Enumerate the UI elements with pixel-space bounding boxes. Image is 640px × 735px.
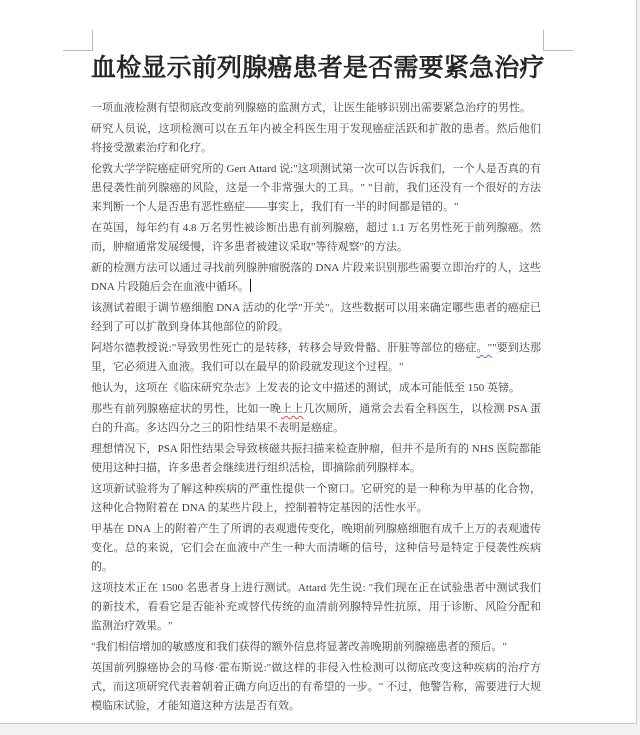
paragraph[interactable] [91, 480, 541, 518]
text-run: 该测试着眼于调节癌细胞 DNA 活动的化学"开关"。这些数据可以用来确定哪些患者的癌症已经到了可以扩散到身体其他部位的阶段。 [91, 302, 541, 333]
text-run: 那些有前列腺癌症状的男性，比如一晚 [91, 403, 282, 415]
paragraph[interactable] [91, 160, 541, 217]
grammar-squiggle: 。" [476, 342, 493, 354]
text-cursor [250, 279, 251, 292]
paragraph[interactable] [91, 659, 541, 716]
paragraph[interactable] [91, 120, 541, 158]
text-run: 理想情况下，PSA 阳性结果会导致核磁共振扫描来检查肿瘤，但并不是所有的 NHS 医院都能使用这种扫描，许多患者会继续进行组织活检，即摘除前列腺样本。 [91, 443, 541, 474]
text-run: "要到达那里，它必须进入血液。我们可以在最早的阶段就发现这个过程。" [91, 342, 541, 373]
text-run: 一项血液检测有望彻底改变前列腺癌的监测方式，让医生能够识别出需要紧急治疗的男性。 [91, 102, 531, 114]
margin-mark-top-right [543, 30, 573, 51]
document-title[interactable]: 血检显示前列腺癌患者是否需要紧急治疗 [91, 55, 545, 82]
text-run: 在英国，每年约有 4.8 万名男性被诊断出患有前列腺癌，超过 1.1 万名男性死于前列腺癌。然而，肿瘤通常发展缓慢，许多患者被建议采取"等待观察"的方法。 [91, 222, 541, 253]
text-run: "我们相信增加的敏感度和我们获得的额外信息将显著改善晚期前列腺癌患者的预后。" [91, 641, 507, 653]
paragraph[interactable] [91, 638, 541, 657]
paragraph[interactable] [91, 339, 541, 377]
paragraph[interactable] [91, 379, 541, 398]
text-run: 伦敦大学学院癌症研究所的 Gert Attard 说:"这项测试第一次可以告诉我们，一个人是否真的有患侵袭性前列腺癌的风险，这是一个非常强大的工具。" "目前，我们还没有一个很好的方法来判断一个人是否患有恶性癌症——事实上，我们有一半的时间都是错的。" [91, 163, 541, 213]
paragraph[interactable] [91, 520, 541, 577]
paragraph[interactable] [91, 219, 541, 257]
document-body[interactable] [91, 99, 541, 718]
paragraph[interactable] [91, 440, 541, 478]
text-run: 英国前列腺癌协会的马修·霍布斯说:"做这样的非侵入性检测可以彻底改变这种疾病的治疗方式，而这项研究代表着朝着正确方向迈出的有希望的一步。" 不过，他警告称，需要进行大规模临床试验，才能知道这种方法是否有效。 [91, 662, 541, 712]
paragraph[interactable] [91, 579, 541, 636]
text-run: 阿塔尔德教授说:"导致男性死亡的是转移，转移会导致骨骼、肝脏等部位的癌症 [91, 342, 477, 354]
paragraph[interactable] [91, 259, 541, 297]
text-run: 这项技术正在 1500 名患者身上进行测试。Attard 先生说: "我们现在正在试验患者中测试我们的新技术，看看它是否能补充或替代传统的血清前列腺特异性抗原，用于诊断、风险分配和监测治疗效果。" [91, 582, 541, 632]
text-run: 新的检测方法可以通过寻找前列腺肿瘤脱落的 DNA 片段来识别那些需要立即治疗的人，这些 DNA 片段随后会在血液中循环。 [91, 262, 541, 293]
text-run: 这项新试验将为了解这种疾病的严重性提供一个窗口。它研究的是一种称为甲基的化合物，这种化合物附着在 DNA 的某些片段上，控制着特定基因的活性水平。 [91, 483, 541, 514]
text-run: 他认为，这项在《临床研究杂志》上发表的论文中描述的测试，成本可能低至 150 英镑。 [91, 382, 520, 394]
text-run: 几次厕所，通常会去看全科医生，以检测 PSA 蛋白的升高。多达四分之三的阳性结果不表明是癌症。 [91, 403, 542, 434]
paragraph[interactable] [91, 400, 541, 438]
page-gap [0, 725, 640, 735]
text-run: 甲基在 DNA 上的附着产生了所谓的表观遗传变化，晚期前列腺癌细胞有成千上万的表观遗传变化。总的来说，它们会在血液中产生一种大而清晰的信号，这种信号是特定于侵袭性疾病的。 [91, 523, 541, 573]
paragraph[interactable] [91, 99, 541, 118]
spellcheck-squiggle: 上上 [281, 403, 304, 415]
text-run: 研究人员说，这项检测可以在五年内被全科医生用于发现癌症活跃和扩散的患者。然后他们将接受激素治疗和化疗。 [91, 123, 541, 154]
paragraph[interactable] [91, 299, 541, 337]
margin-mark-top-left [63, 30, 93, 51]
